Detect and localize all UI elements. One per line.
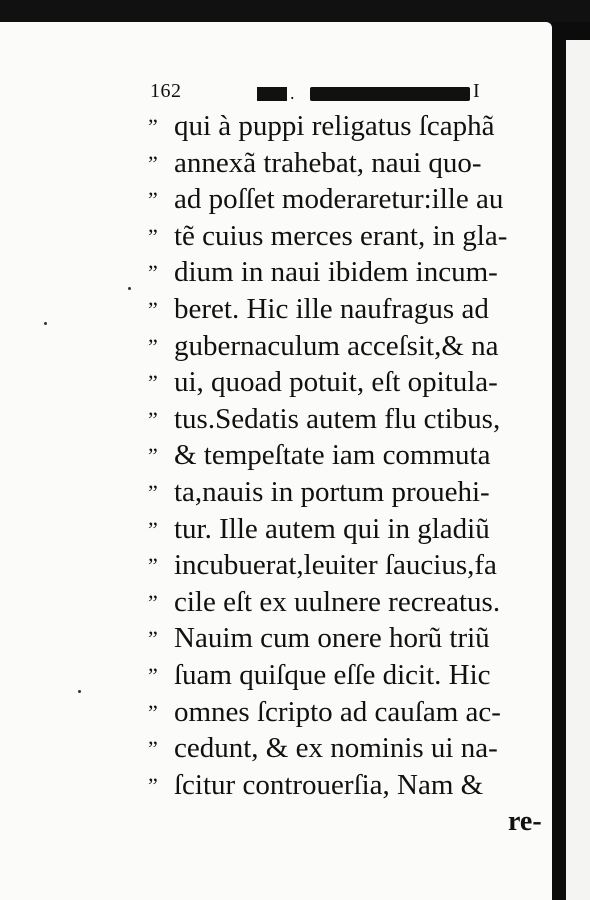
quote-mark: ”: [148, 406, 158, 432]
quote-mark: ”: [148, 150, 158, 176]
text-line: ” ad poſſet moderaretur:ille au: [148, 181, 558, 218]
page-number: 162: [150, 80, 182, 102]
quote-mark: ”: [148, 260, 158, 286]
catchword: re-: [508, 806, 542, 837]
text-line: ” ta,nauis in portum prouehi-: [148, 474, 558, 511]
text-line: ” ſcitur controuerſia, Nam &: [148, 767, 558, 804]
quote-mark: ”: [148, 736, 158, 762]
quote-mark: ”: [148, 553, 158, 579]
quote-mark: ”: [148, 443, 158, 469]
text-line: ” gubernaculum acceſsit,& na: [148, 328, 558, 365]
quote-mark: ”: [148, 479, 158, 505]
text-line: ” annexã trahebat, naui quo-: [148, 145, 558, 182]
running-header: [150, 80, 490, 108]
text-line: ” tur. Ille autem qui in gladiũ: [148, 511, 558, 548]
redacted-header-mark: [257, 87, 287, 101]
text-line: ” dium in naui ibidem incum-: [148, 254, 558, 291]
text-line: ” tus.Sedatis autem flu ctibus,: [148, 401, 558, 438]
text-line: ” cedunt, & ex nominis ui na-: [148, 730, 558, 767]
quote-mark: ”: [148, 699, 158, 725]
redacted-header-title: [310, 87, 470, 101]
quote-mark: ”: [148, 187, 158, 213]
text-line: ” omnes ſcripto ad cauſam ac-: [148, 694, 558, 731]
quote-mark: ”: [148, 223, 158, 249]
text-line: ” Nauim cum onere horũ triũ: [148, 620, 558, 657]
quote-mark: ”: [148, 626, 158, 652]
quote-mark: ”: [148, 370, 158, 396]
header-trailing-mark: I: [473, 80, 480, 102]
quote-mark: ”: [148, 772, 158, 798]
text-line: ” cile eſt ex uulnere recreatus.: [148, 584, 558, 621]
scan-speck: [78, 690, 81, 693]
quote-mark: ”: [148, 662, 158, 688]
quote-mark: ”: [148, 296, 158, 322]
scan-speck: [44, 322, 47, 325]
quote-mark: ”: [148, 333, 158, 359]
body-text: [148, 108, 558, 803]
quote-mark: ”: [148, 589, 158, 615]
scan-speck: [128, 287, 131, 290]
text-line: ” ſuam quiſque eſſe dicit. Hic: [148, 657, 558, 694]
adjacent-page-edge: [566, 40, 590, 900]
header-dot: .: [290, 83, 295, 103]
text-line: ” beret. Hic ille naufragus ad: [148, 291, 558, 328]
text-line: ” tẽ cuius merces erant, in gla-: [148, 218, 558, 255]
text-line: ” ui, quoad potuit, eſt opitula-: [148, 364, 558, 401]
text-line: ” & tempeſtate iam commuta: [148, 437, 558, 474]
quote-mark: ”: [148, 516, 158, 542]
text-line: ” qui à puppi religatus ſcaphã: [148, 108, 558, 145]
text-line: ” incubuerat,leuiter ſaucius,fa: [148, 547, 558, 584]
quote-mark: ”: [148, 114, 158, 139]
